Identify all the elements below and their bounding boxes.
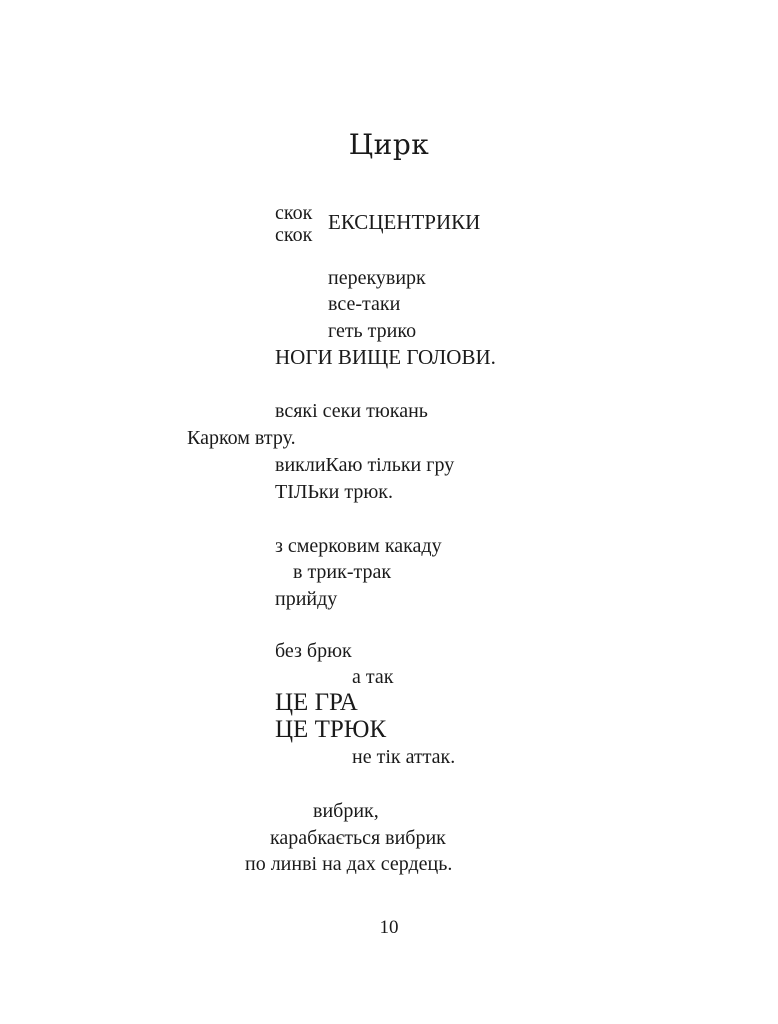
poem-line: все-таки: [328, 293, 401, 315]
poem-line: перекувирк: [328, 267, 426, 289]
poem-line: вибрик,: [313, 800, 379, 822]
poem-line-skok-2: скок: [275, 224, 313, 246]
poem-line: всякі секи тюкань: [275, 400, 428, 422]
poem-line: а так: [352, 666, 394, 688]
poem-line: не тік аттак.: [352, 746, 456, 768]
poem-title: Цирк: [348, 128, 430, 161]
poem-line: прийду: [275, 588, 338, 610]
poem-line-skok-1: скок: [275, 202, 313, 224]
poem-line: виклиКаю тільки гру: [275, 454, 455, 476]
poem-line: геть трико: [328, 320, 417, 342]
poem-line: в трик-трак: [293, 561, 392, 583]
page-number: 10: [379, 917, 399, 938]
poem-line: ЦЕ ТРЮК: [275, 716, 387, 743]
poem-line: з смерковим какаду: [275, 535, 442, 557]
poem-line: карабкається вибрик: [270, 827, 446, 849]
poem-line: ТІЛЬки трюк.: [275, 481, 393, 503]
poem-line: Карком втру.: [187, 427, 296, 449]
poem-line-ekstsentryky: ЕКСЦЕНТРИКИ: [328, 210, 481, 234]
poem-line: ЦЕ ГРА: [275, 689, 358, 716]
poem-line: НОГИ ВИЩЕ ГОЛОВИ.: [275, 345, 496, 369]
poem-line: без брюк: [275, 640, 352, 662]
poem-line: по линві на дах сердець.: [245, 853, 453, 875]
